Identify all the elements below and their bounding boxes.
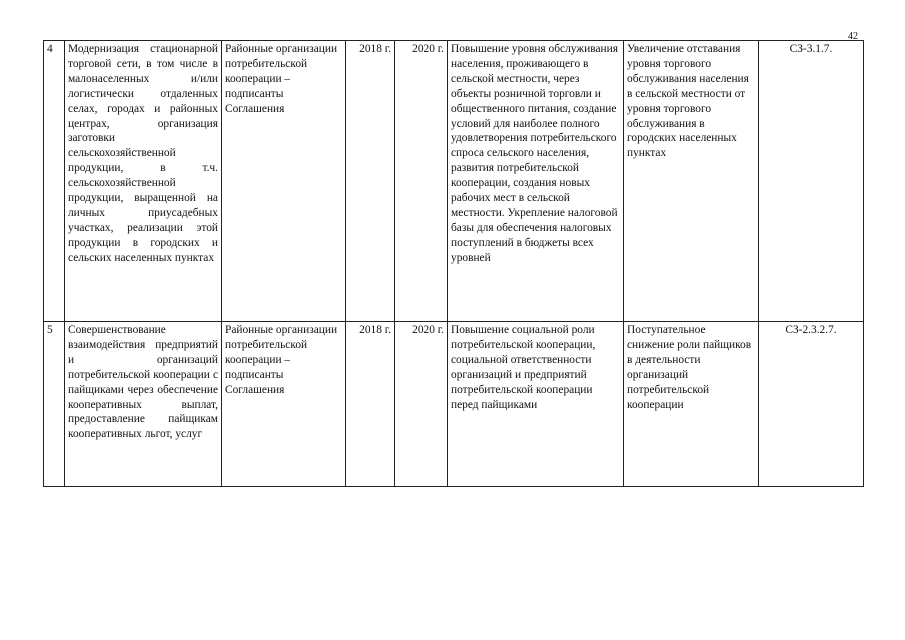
result-cell: Повышение уровня обслуживания населения, проживающего в сельской местности, через объекты розничной торговли и общественного питания, создание условий для наиболее полного удовлетворения потребительского спроса сельского населения, развития потребительской кооперации, создания новых рабочих мест в сельской местности. Укрепление налоговой базы для обеспечения налоговых поступлений в бюджеты всех уровней [448, 41, 624, 322]
executor-cell: Районные организации потребительской кооперации – подписанты Соглашения [222, 322, 346, 487]
indicator-cell: Увеличение отставания уровня торгового обслуживания населения в сельской местности от уровня торгового обслуживания в городских населенных пунктах [624, 41, 759, 322]
row-number: 4 [44, 41, 65, 322]
executor-cell: Районные организации потребительской кооперации – подписанты Соглашения [222, 41, 346, 322]
activity-cell: Совершенствование взаимодействия предприятий и организаций потребительской кооперации с пайщиками через обеспечение кооперативных выплат, предоставление пайщикам кооперативных льгот, услуг [65, 322, 222, 487]
table-row [44, 322, 864, 487]
start-year-cell: 2018 г. [346, 322, 395, 487]
table-row [44, 41, 864, 322]
page-number: 42 [848, 31, 858, 42]
activity-cell: Модернизация стационарной торговой сети, в том числе в малонаселенных и/или логистически отдаленных селах, городах и районных центрах, организация заготовки сельскохозяйственной продукции, в т.ч. сельскохозяйственной продукции, выращенной на личных приусадебных участках, реализации этой продукции в городских и сельских населенных пунктах [65, 41, 222, 322]
code-cell: СЗ-2.3.2.7. [759, 322, 864, 487]
indicator-cell: Поступательное снижение роли пайщиков в деятельности организаций потребительской кооперации [624, 322, 759, 487]
end-year-cell: 2020 г. [395, 41, 448, 322]
measures-table [43, 40, 864, 487]
code-cell: СЗ-3.1.7. [759, 41, 864, 322]
result-cell: Повышение социальной роли потребительской кооперации, социальной ответственности организаций и предприятий потребительской кооперации перед пайщиками [448, 322, 624, 487]
end-year-cell: 2020 г. [395, 322, 448, 487]
row-number: 5 [44, 322, 65, 487]
start-year-cell: 2018 г. [346, 41, 395, 322]
